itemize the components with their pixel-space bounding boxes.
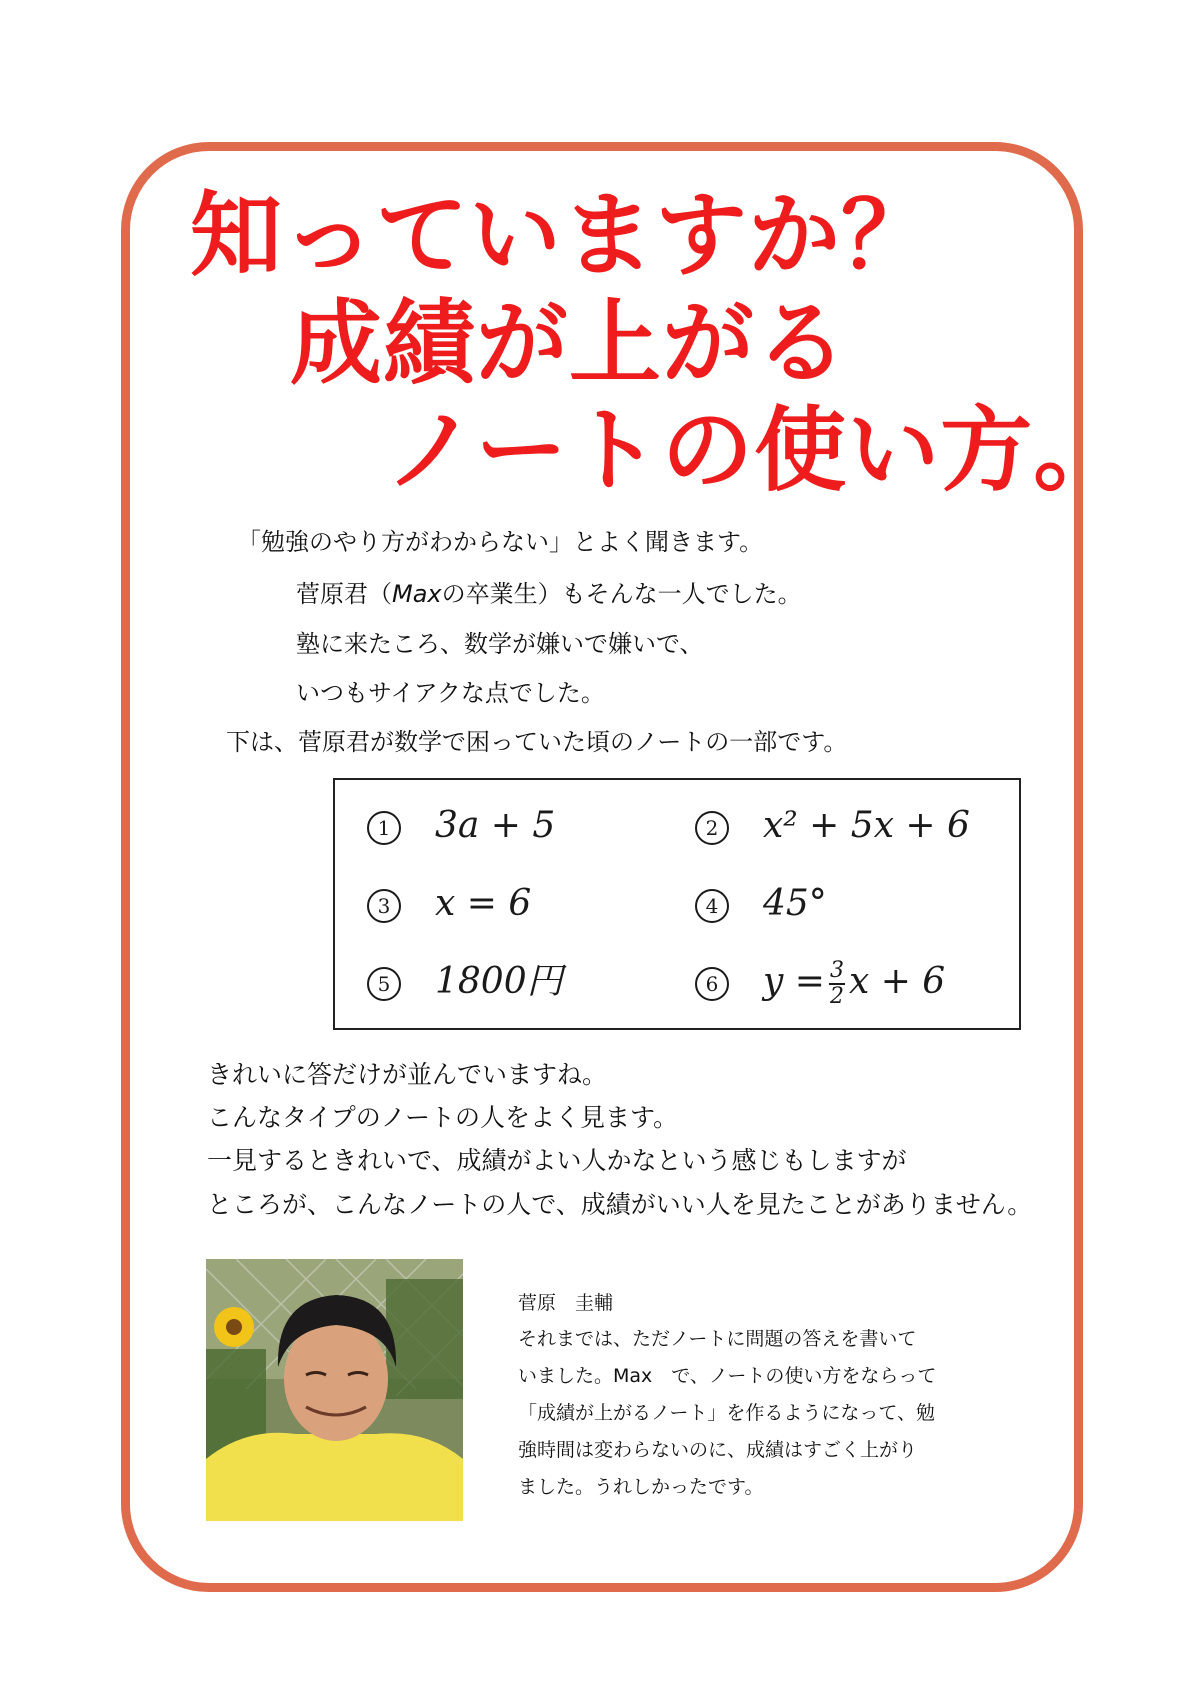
fraction-numerator: 3 <box>829 958 844 983</box>
body-line-1: きれいに答だけが並んでいますね。 <box>207 1060 608 1089</box>
intro-line-2-max: Max <box>392 580 442 608</box>
notebook-item <box>367 961 563 1002</box>
notebook-answer: x² + 5x + 6 <box>763 805 970 846</box>
intro-line-1: 「勉強のやり方がわからない」とよく聞きます。 <box>237 528 764 556</box>
body-line-2: こんなタイプのノートの人をよく見ます。 <box>207 1103 679 1132</box>
headline-line-3: ノートの使い方。 <box>385 397 1127 504</box>
notebook-answer-post: x + 6 <box>848 961 946 1002</box>
body-line-3: 一見するときれいで、成績がよい人かなという感じもしますが <box>207 1146 907 1175</box>
circled-number: 4 <box>695 889 729 923</box>
circled-number: 2 <box>695 811 729 845</box>
intro-line-3: 塾に来たころ、数学が嫌いで嫌いで、 <box>296 630 704 658</box>
notebook-answer: x = 6 <box>435 883 532 924</box>
intro-line-2-pre: 菅原君（ <box>296 580 392 608</box>
notebook-answer: 1800円 <box>435 961 563 1002</box>
notebook-answer: 3a + 5 <box>435 805 556 846</box>
fraction-denominator: 2 <box>829 984 844 1009</box>
testimonial-line-2: いました。Max で、ノートの使い方をならって <box>518 1365 937 1387</box>
testimonial-line-5: ました。うれしかったです。 <box>518 1476 764 1498</box>
circled-number: 3 <box>367 889 401 923</box>
intro-line-4: いつもサイアクな点でした。 <box>296 679 605 707</box>
handwritten-notebook <box>333 778 1021 1030</box>
fraction <box>829 960 845 1008</box>
testimonial-line-1: それまでは、ただノートに問題の答えを書いて <box>518 1328 917 1350</box>
testimonial-name: 菅原 圭輔 <box>518 1292 614 1314</box>
headline-line-1: 知っていますか？ <box>190 182 935 289</box>
testimonial-line-3: 「成績が上がるノート」を作るようになって、勉 <box>518 1402 936 1424</box>
notebook-item <box>695 883 827 924</box>
intro-line-2-post: の卒業生）もそんな一人でした。 <box>441 580 802 608</box>
intro-line-5: 下は、菅原君が数学で困っていた頃のノートの一部です。 <box>226 728 848 756</box>
notebook-item <box>695 960 945 1008</box>
circled-number: 5 <box>367 967 401 1001</box>
headline-line-2: 成績が上がる <box>290 290 849 397</box>
circled-number: 1 <box>367 811 401 845</box>
circled-number: 6 <box>695 967 729 1001</box>
notebook-item <box>367 805 556 846</box>
student-photo <box>206 1259 463 1521</box>
notebook-answer: 45° <box>763 883 827 924</box>
intro-line-2 <box>296 582 802 606</box>
notebook-answer-pre: y = <box>763 961 825 1002</box>
testimonial-line-4: 強時間は変わらないのに、成績はすごく上がり <box>518 1439 918 1461</box>
body-line-4: ところが、こんなノートの人で、成績がいい人を見たことがありません。 <box>207 1190 1033 1219</box>
notebook-item <box>367 883 532 924</box>
notebook-item <box>695 805 970 846</box>
